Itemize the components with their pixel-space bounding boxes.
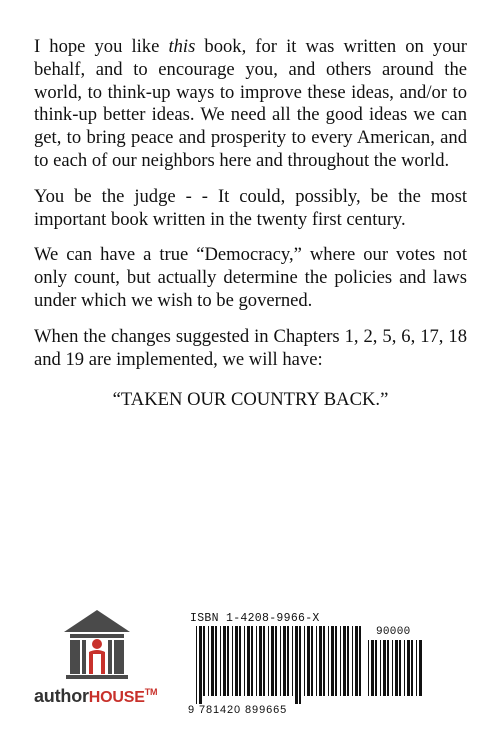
publisher-logo [34, 608, 194, 728]
slogan: “TAKEN OUR COUNTRY BACK.” [112, 389, 389, 411]
price-code: 90000 [376, 626, 411, 638]
house-building-logo-icon [62, 608, 132, 680]
paragraph-intro [34, 36, 467, 173]
paragraph-democracy: We can have a true “Democracy,” where our votes not only count, but actually determine the policies and laws under which we wish to be governed. [34, 244, 467, 311]
publisher-name-author: author [34, 686, 89, 706]
isbn-text: ISBN 1-4208-9966-X [190, 612, 320, 625]
ean-barcode-bars [196, 626, 362, 704]
addon-barcode-bars [368, 640, 424, 704]
barcode-digits: 9 781420 899665 [188, 704, 288, 716]
intro-emphasis: this [168, 36, 196, 57]
isbn-barcode [188, 612, 430, 722]
trademark-mark: TM [144, 687, 158, 697]
paragraph-changes: When the changes suggested in Chapters 1, 2, 5, 6, 17, 18 and 19 are implemented, we will have: [34, 325, 467, 370]
intro-text-rest: book, for it was written on your behalf, and to encourage you, and others around the world, to think-up ways to improve these ideas, and/or to think-up better ideas. We need all the good ideas we can get, to bring peace and prosperity to every American, and to each of our neighbors here and throughout the world. [34, 36, 467, 171]
publisher-name [34, 686, 194, 707]
back-cover-text [34, 36, 467, 425]
publisher-name-house: HOUSE [88, 689, 145, 706]
paragraph-judge: You be the judge - - It could, possibly, be the most important book written in the twenty first century. [34, 185, 467, 230]
intro-text-start: I hope you like [34, 36, 169, 57]
